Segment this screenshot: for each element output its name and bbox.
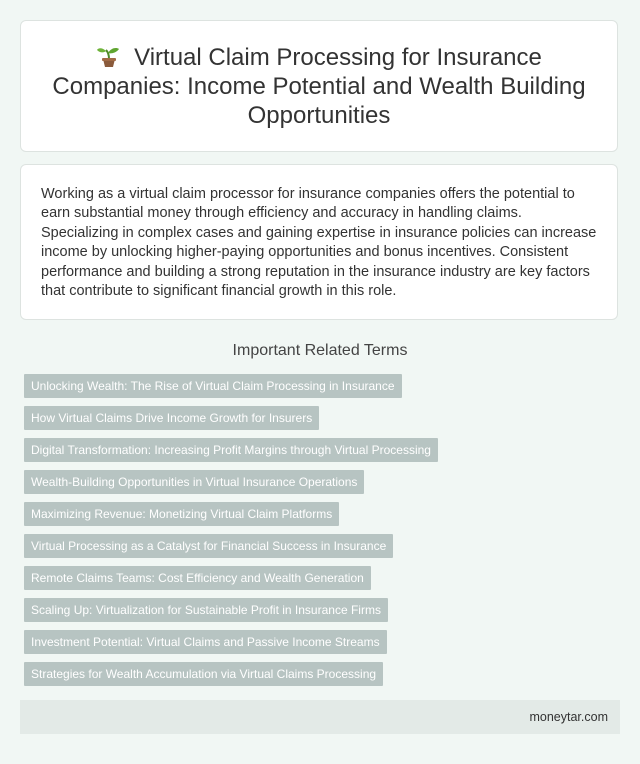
page-title (41, 43, 597, 130)
related-term-tag[interactable]: Remote Claims Teams: Cost Efficiency and Wealth Generation (24, 566, 371, 590)
related-term-tag[interactable]: Maximizing Revenue: Monetizing Virtual Claim Platforms (24, 502, 339, 526)
page-title-text: Virtual Claim Processing for Insurance Companies: Income Potential and Wealth Building Opportunities (52, 43, 586, 129)
intro-card (20, 164, 618, 320)
related-term-tag[interactable]: Wealth-Building Opportunities in Virtual Insurance Operations (24, 470, 364, 494)
related-terms-list (24, 374, 614, 694)
related-terms-heading: Important Related Terms (232, 342, 408, 359)
related-term-tag[interactable]: Scaling Up: Virtualization for Sustainable Profit in Insurance Firms (24, 598, 388, 622)
intro-paragraph: Working as a virtual claim processor for insurance companies offers the potential to earn substantial money through efficiency and accuracy in handling claims. Specializing in complex cases and gaining expertise in insurance policies can increase income by unlocking higher-paying opportunities and bonus incentives. Consistent performance and building a strong reputation in the insurance industry are key factors that contribute to significant financial growth in this role. (41, 186, 597, 300)
related-term-tag[interactable]: Virtual Processing as a Catalyst for Financial Success in Insurance (24, 534, 393, 558)
related-term-tag[interactable]: Digital Transformation: Increasing Profit Margins through Virtual Processing (24, 438, 438, 462)
footer-site-link[interactable]: moneytar.com (529, 710, 608, 724)
related-term-tag[interactable]: How Virtual Claims Drive Income Growth for Insurers (24, 406, 319, 430)
footer-bar (20, 700, 620, 734)
related-term-tag[interactable]: Strategies for Wealth Accumulation via Virtual Claims Processing (24, 662, 383, 686)
related-term-tag[interactable]: Unlocking Wealth: The Rise of Virtual Claim Processing in Insurance (24, 374, 402, 398)
title-card (20, 20, 618, 152)
sprout-icon (96, 46, 122, 68)
related-term-tag[interactable]: Investment Potential: Virtual Claims and Passive Income Streams (24, 630, 387, 654)
